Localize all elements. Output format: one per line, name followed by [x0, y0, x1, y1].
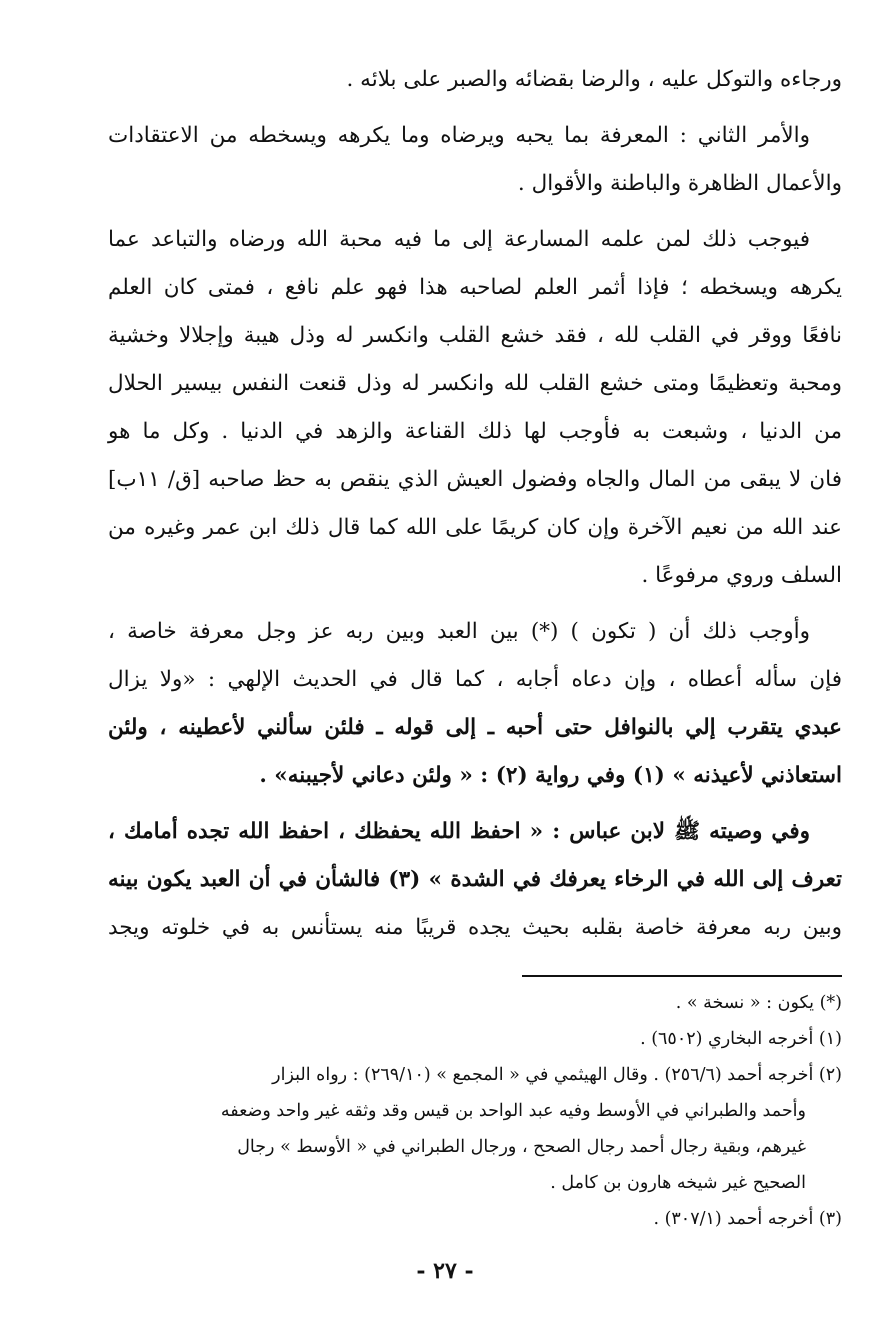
text-line: عند الله من نعيم الآخرة وإن كان كريمًا على الله كما قال ذلك ابن عمر وغيره من — [108, 515, 842, 540]
paragraph-3 — [108, 216, 842, 600]
text-line: وبين ربه معرفة خاصة بقلبه بحيث يجده قريبًا منه يستأنس به في خلوته ويجد — [108, 915, 842, 940]
footnote-line: غيرهم، وبقية رجال أحمد رجال الصحح ، ورجال الطبراني في « الأوسط » رجال — [237, 1137, 806, 1157]
paragraph-5 — [108, 808, 842, 952]
text-line: فإن سأله أعطاه ، وإن دعاه أجابه ، كما قال في الحديث الإلهي : «ولا يزال — [108, 667, 842, 692]
footnote-3: (٣) أخرجه أحمد (٣٠٧/١) . — [653, 1209, 842, 1229]
page-number: - ٢٧ - — [416, 1258, 474, 1284]
paragraph-4 — [108, 608, 842, 800]
text-line: ومحبة وتعظيمًا ومتى خشع القلب لله وانكسر له وذل قنعت النفس بيسير الحلال — [108, 371, 842, 396]
main-text — [108, 56, 842, 960]
footnote-line: وأحمد والطبراني في الأوسط وفيه عبد الواحد بن قيس وقد وثقه غير واحد وضعفه — [220, 1101, 806, 1121]
footnote-1: (١) أخرجه البخاري (٦٥٠٢) . — [640, 1029, 842, 1049]
footnote-star: (*) يكون : « نسخة » . — [675, 993, 842, 1013]
hadith-line: تعرف إلى الله في الرخاء يعرفك في الشدة » (٣) فالشأن في أن العبد يكون بينه — [108, 867, 842, 892]
text-line: والأعمال الظاهرة والباطنة والأقوال . — [517, 171, 842, 196]
hadith-line: عبدي يتقرب إلي بالنوافل حتى أحبه ـ إلى قوله ـ فلئن سألني لأعطينه ، ولئن — [108, 715, 842, 740]
text-line: يكرهه ويسخطه ؛ فإذا أثمر العلم لصاحبه هذا فهو علم نافع ، فمتى كان العلم — [108, 275, 842, 300]
footnote-2 — [48, 1057, 842, 1201]
footnote-line: الصحيح غير شيخه هارون بن كامل . — [550, 1173, 806, 1193]
text-line: وأوجب ذلك أن ( تكون ) (*) بين العبد وبين ربه عز وجل معرفة خاصة ، — [108, 619, 810, 644]
paragraph-2 — [108, 112, 842, 208]
footnotes — [48, 985, 842, 1237]
footnote-line: (٢) أخرجه أحمد (٢٥٦/٦) . وقال الهيثمي في « المجمع » (٢٦٩/١٠) : رواه البزار — [272, 1065, 842, 1085]
text-line: نافعًا ووقر في القلب لله ، فقد خشع القلب وانكسر له وذل هيبة وإجلالا وخشية — [108, 323, 842, 348]
paragraph-1 — [108, 56, 842, 104]
text-line: فان لا يبقى من المال والجاه وفضول العيش الذي ينقص به حظ صاحبه [ق/ ١١ب] — [108, 467, 842, 492]
text-line: فيوجب ذلك لمن علمه المسارعة إلى ما فيه محبة الله ورضاه والتباعد عما — [108, 227, 810, 252]
text-line: السلف وروي مرفوعًا . — [641, 563, 842, 588]
footnote-divider — [522, 975, 842, 977]
hadith-line: استعاذني لأعيذنه » (١) وفي رواية (٢) : « ولئن دعاني لأجيبنه» . — [259, 763, 842, 788]
hadith-line: وفي وصيته ﷺ لابن عباس : « احفظ الله يحفظك ، احفظ الله تجده أمامك ، — [108, 819, 810, 844]
text-line: ورجاءه والتوكل عليه ، والرضا بقضائه والصبر على بلائه . — [346, 67, 842, 92]
text-line: من الدنيا ، وشبعت به فأوجب لها ذلك القناعة والزهد في الدنيا . وكل ما هو — [108, 419, 842, 444]
text-line: والأمر الثاني : المعرفة بما يحبه ويرضاه وما يكرهه ويسخطه من الاعتقادات — [108, 123, 810, 148]
